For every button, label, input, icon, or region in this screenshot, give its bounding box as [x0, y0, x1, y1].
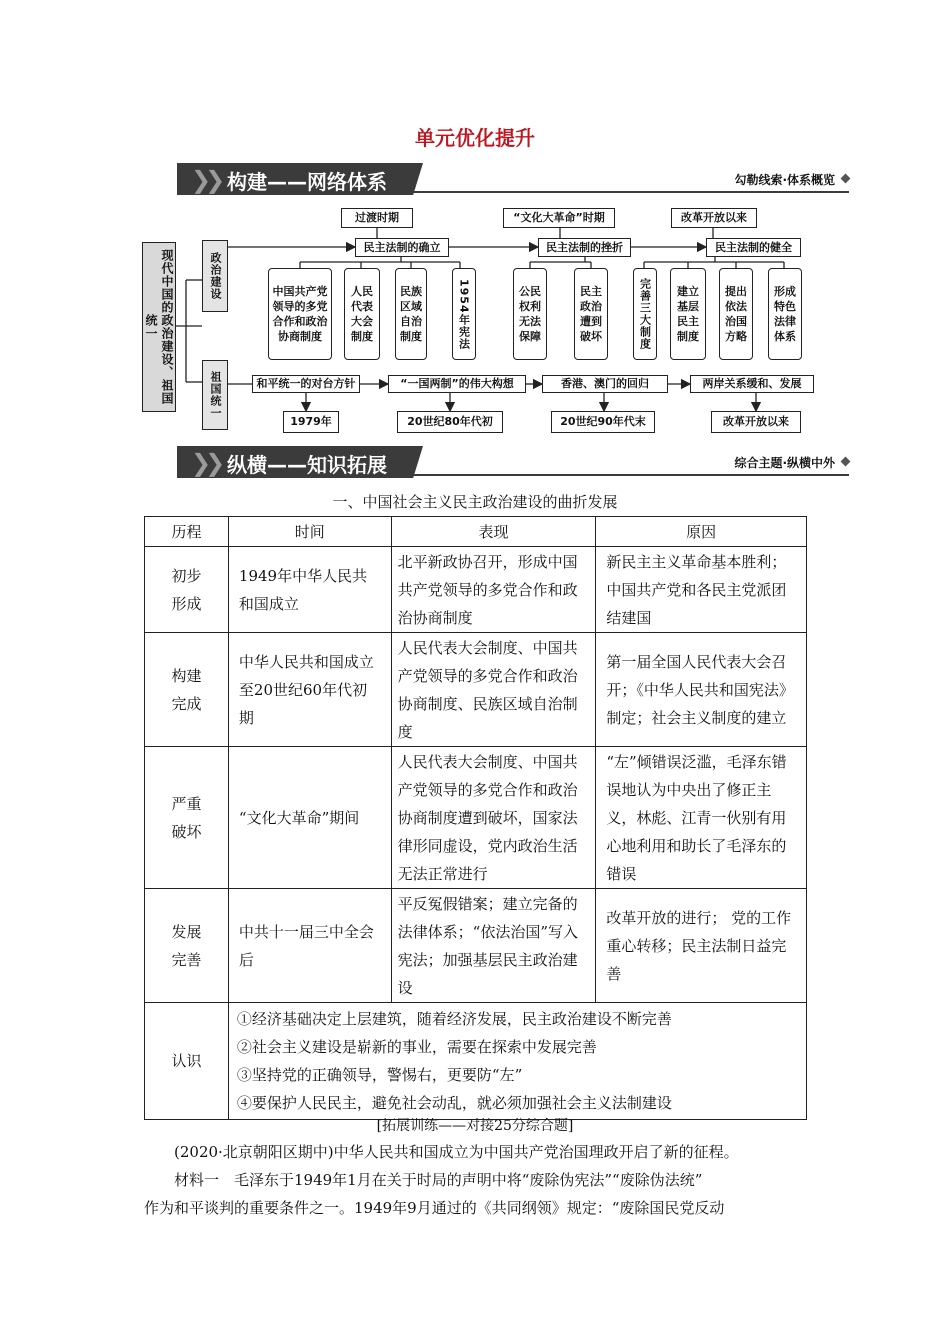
cell-stage: 认识 [145, 1003, 229, 1120]
unify-date: 20世纪90年代末 [551, 411, 655, 433]
column-header: 原因 [596, 517, 807, 547]
unify-step: 香港、澳门的回归 [542, 375, 668, 393]
period-node: “文化大革命”时期 [503, 208, 615, 228]
column-header: 时间 [228, 517, 391, 547]
column-header: 历程 [145, 517, 229, 547]
cognition-cell [228, 1003, 806, 1120]
development-table [144, 516, 807, 1120]
section-banner-knowledge [177, 446, 849, 478]
cell-stage: 构建完成 [145, 633, 229, 747]
leaf-node: 1954年宪法 [452, 268, 476, 360]
cell-time: “文化大革命”期间 [228, 747, 391, 889]
stage-node: 民主法制的挫折 [538, 238, 631, 257]
cell-show: 平反冤假错案；建立完备的法律体系；“依法治国”写入宪法；加强基层民主政治建设 [391, 889, 596, 1003]
chevron-right-icon: ❯❯ [191, 449, 220, 477]
page-title: 单元优化提升 [415, 126, 535, 150]
diagram-root: 现代中国的政治建设、祖国统一 [142, 242, 176, 412]
cognition-item: ④要保护人民民主，避免社会动乱，就必须加强社会主义法制建设 [236, 1094, 672, 1112]
leaf-node: 建立基层民主制度 [670, 268, 706, 360]
unify-date: 20世纪80年代初 [397, 411, 503, 433]
leaf-node: 完善三大制度 [633, 268, 657, 360]
leaf-node: 人民代表大会制度 [344, 268, 380, 360]
branch-politics: 政治建设 [202, 240, 228, 312]
training-heading: [拓展训练——对接25分综合题] [376, 1118, 574, 1134]
paragraph: 材料一 毛泽东于1949年1月在关于时局的声明中将“废除伪宪法”“废除伪法统” [174, 1171, 703, 1189]
cell-time: 1949年中华人民共和国成立 [228, 547, 391, 633]
branch-unify: 祖国统一 [202, 360, 228, 430]
table-row [145, 747, 807, 889]
leaf-node: 形成特色法律体系 [768, 268, 802, 360]
leaf-node: 民族区域自治制度 [395, 268, 427, 360]
banner-subtitle: 勾勒线索·体系概览 [734, 173, 835, 187]
cognition-item: ③坚持党的正确领导，警惕右，更要防“左” [236, 1066, 523, 1084]
cell-time: 中共十一届三中全会后 [228, 889, 391, 1003]
cell-stage: 严重破坏 [145, 747, 229, 889]
cell-show: 人民代表大会制度、中国共产党领导的多党合作和政治协商制度、民族区域自治制度 [391, 633, 596, 747]
period-node: 改革开放以来 [671, 208, 757, 228]
table-row-cognition [145, 1003, 807, 1120]
unify-date: 改革开放以来 [711, 411, 801, 433]
cell-show: 人民代表大会制度、中国共产党领导的多党合作和政治协商制度遭到破坏，国家法律形同虚设，党内政治生活无法正常进行 [391, 747, 596, 889]
column-header: 表现 [391, 517, 596, 547]
unify-step: “一国两制”的伟大构想 [388, 375, 526, 393]
table-row [145, 633, 807, 747]
paragraph: 作为和平谈判的重要条件之一。1949年9月通过的《共同纲领》规定：“废除国民党反动 [144, 1199, 725, 1217]
cell-stage: 初步形成 [145, 547, 229, 633]
banner-title: 构建——网络体系 [227, 170, 387, 194]
stage-node: 民主法制的健全 [706, 238, 801, 257]
cell-stage: 发展完善 [145, 889, 229, 1003]
section-heading: 一、中国社会主义民主政治建设的曲折发展 [332, 493, 618, 511]
cell-time: 中华人民共和国成立至20世纪60年代初期 [228, 633, 391, 747]
leaf-node: 中国共产党领导的多党合作和政治协商制度 [268, 268, 332, 360]
table-header-row [145, 517, 807, 547]
paragraph: (2020·北京朝阳区期中)中华人民共和国成立为中国共产党治国理政开启了新的征程。 [174, 1143, 739, 1161]
cell-reason: 新民主主义革命基本胜利；中国共产党和各民主党派团结建国 [596, 547, 807, 633]
unify-step: 两岸关系缓和、发展 [690, 375, 814, 393]
unify-step: 和平统一的对台方针 [252, 375, 360, 393]
leaf-node: 民主政治遭到破坏 [574, 268, 608, 360]
cognition-item: ①经济基础决定上层建筑，随着经济发展，民主政治建设不断完善 [236, 1010, 672, 1028]
chevron-right-icon: ❯❯ [191, 166, 220, 194]
banner-title: 纵横——知识拓展 [227, 453, 387, 477]
cell-reason: “左”倾错误泛滥，毛泽东错误地认为中央出了修正主义，林彪、江青一伙别有用心地利用和助长了毛泽东的错误 [596, 747, 807, 889]
leaf-node: 公民权利无法保障 [513, 268, 547, 360]
stage-node: 民主法制的确立 [355, 238, 449, 257]
cell-show: 北平新政协召开，形成中国共产党领导的多党合作和政治协商制度 [391, 547, 596, 633]
cognition-item: ②社会主义建设是崭新的事业，需要在探索中发展完善 [236, 1038, 597, 1056]
banner-subtitle: 综合主题·纵横中外 [734, 456, 835, 470]
unify-date: 1979年 [283, 411, 339, 433]
table-row [145, 547, 807, 633]
cell-reason: 第一届全国人民代表大会召开；《中华人民共和国宪法》制定；社会主义制度的建立 [596, 633, 807, 747]
leaf-node: 提出依法治国方略 [719, 268, 753, 360]
diamond-icon [841, 457, 851, 467]
table-row [145, 889, 807, 1003]
period-node: 过渡时期 [341, 208, 413, 228]
cell-reason: 改革开放的进行； 党的工作重心转移；民主法制日益完善 [596, 889, 807, 1003]
